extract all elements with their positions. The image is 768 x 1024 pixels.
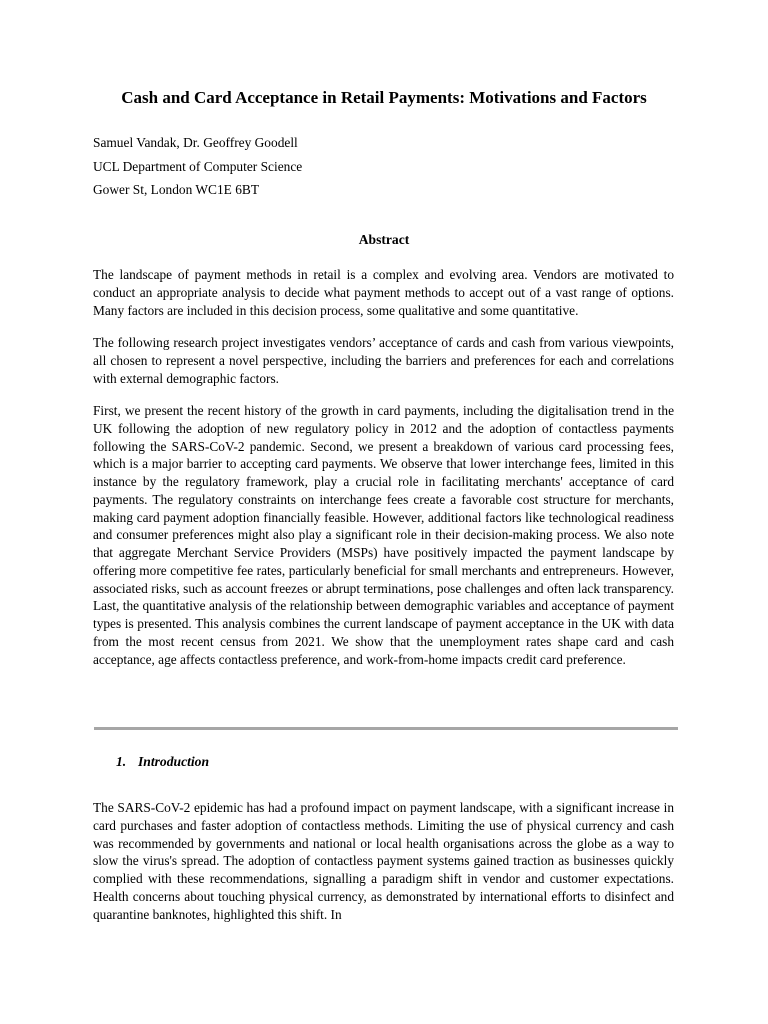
abstract-paragraph-1: The landscape of payment methods in retail is a complex and evolving area. Vendors are motivated to conduct an appropriate analysis to decide what payment methods to accept out of a vast range of options. Many factors are included in this decision process, some qualitative and some quantitative.	[93, 267, 674, 318]
section-title: Introduction	[138, 754, 210, 769]
affiliation: UCL Department of Computer Science	[93, 159, 303, 174]
section-number: 1.	[116, 754, 127, 769]
abstract-heading: Abstract	[358, 232, 410, 247]
section-heading-introduction	[116, 753, 209, 770]
section-divider	[94, 727, 678, 730]
address: Gower St, London WC1E 6BT	[93, 182, 260, 197]
abstract-paragraph-3: First, we present the recent history of the growth in card payments, including the digitalisation trend in the UK following the adoption of new regulatory policy in 2012 and the adoption of contactless payments following the SARS-CoV-2 pandemic. Second, we present a breakdown of various card processing fees, which is a major barrier to accepting card payments. We observe that lower interchange fees, limited in this instance by the regulatory framework, play a crucial role in facilitating merchants' acceptance of card payments. The regulatory constraints on interchange fees create a favorable cost structure for merchants, making card payment adoption financially feasible. However, additional factors like technological readiness and consumer preferences might also play a significant role in their decision-making process. We also note that aggregate Merchant Service Providers (MSPs) have positively impacted the payment landscape by offering more competitive fee rates, particularly beneficial for small merchants and entrepreneurs. However, associated risks, such as account freezes or abrupt terminations, pose challenges and often lack transparency. Last, the quantitative analysis of the relationship between demographic variables and acceptance of payment types is presented. This analysis combines the current landscape of payment acceptance in the UK with data from the most recent census from 2021. We show that the unemployment rates shape card and cash acceptance, age affects contactless preference, and work-from-home impacts credit card preference.	[93, 403, 674, 667]
authors: Samuel Vandak, Dr. Geoffrey Goodell	[93, 135, 298, 150]
introduction-paragraph-1: The SARS-CoV-2 epidemic has had a profound impact on payment landscape, with a significant increase in card purchases and faster adoption of contactless methods. Limiting the use of physical currency and cash was recommended by governments and national or local health organisations across the globe as a way to slow the virus's spread. The adoption of contactless payment systems gained traction as businesses quickly complied with these recommendations, signalling a paradigm shift in vendor and customer expectations. Health concerns about touching physical currency, as demonstrated by international efforts to disinfect and quarantine banknotes, highlighted this shift. In	[93, 800, 674, 922]
paper-title: Cash and Card Acceptance in Retail Payments: Motivations and Factors	[121, 88, 647, 107]
abstract-paragraph-2: The following research project investigates vendors’ acceptance of cards and cash from various viewpoints, all chosen to represent a novel perspective, including the barriers and preferences for each and correlations with external demographic factors.	[93, 335, 674, 386]
